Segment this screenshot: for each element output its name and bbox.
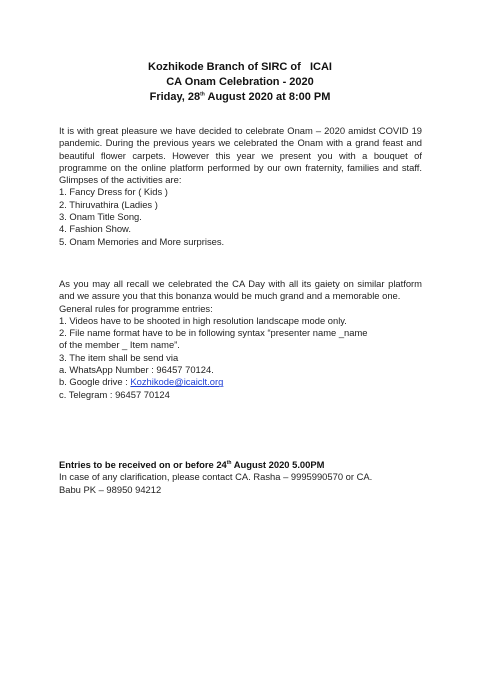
intro-section (59, 125, 422, 248)
rule-2-line-1: 2. File name format have to be in following syntax “presenter name _name (59, 327, 368, 339)
document-header (0, 60, 480, 105)
google-drive (59, 376, 422, 388)
rule-3: 3. The item shall be send via (59, 351, 179, 363)
event-date-suffix: August 2020 at 8:00 PM (204, 91, 331, 103)
activity-item: 2. Thiruvathira (Ladies ) (59, 198, 158, 210)
rules-section (59, 278, 422, 401)
activities-list (59, 186, 422, 247)
google-drive-email-link[interactable]: Kozhikode@icaiclt.org (130, 376, 224, 388)
rule-2-line-2: of the member _ Item name”. (59, 339, 180, 351)
deadline-prefix: Entries to be received on or before 24 (59, 459, 227, 470)
deadline-sup: th (226, 459, 232, 466)
google-drive-label: b. Google drive : (59, 376, 131, 388)
rules-heading: General rules for programme entries: (59, 302, 213, 314)
intro-paragraph: It is with great pleasure we have decided to celebrate Onam – 2020 amidst COVID 19 pandemic. During the previous years we celebrated the Onam with a grand feast and beautiful flower carpets. However this year we present you with a bouquet of programme on the online platform performed by our own fraternity, families and staff. Glimpses of the activities are: (59, 125, 422, 186)
activity-item: 3. Onam Title Song. (59, 211, 142, 223)
contact-line-2: Babu PK – 98950 94212 (59, 483, 162, 495)
deadline-notice (59, 459, 422, 471)
branch-title: Kozhikode Branch of SIRC of ICAI (148, 61, 332, 73)
second-paragraph: As you may all recall we celebrated the CA Day with all its gaiety on similar platform and we assure you that this bonanza would be much grand and a memorable one. (59, 278, 422, 302)
rule-1: 1. Videos have to be shooted in high resolution landscape mode only. (59, 314, 347, 326)
whatsapp-number: a. WhatsApp Number : 96457 70124. (59, 364, 214, 376)
deadline-section (59, 459, 422, 496)
event-title: CA Onam Celebration - 2020 (166, 76, 314, 88)
activity-item: 5. Onam Memories and More surprises. (59, 235, 225, 247)
telegram-number: c. Telegram : 96457 70124 (59, 388, 170, 400)
event-date-sup: th (200, 91, 205, 98)
event-date-prefix: Friday, 28 (149, 91, 201, 103)
contact-line-1: In case of any clarification, please contact CA. Rasha – 9995990570 or CA. (59, 471, 373, 483)
activity-item: 4. Fashion Show. (59, 223, 131, 235)
deadline-suffix: August 2020 5.00PM (231, 459, 325, 470)
activity-item: 1. Fancy Dress for ( Kids ) (59, 186, 168, 198)
event-date (0, 90, 480, 105)
